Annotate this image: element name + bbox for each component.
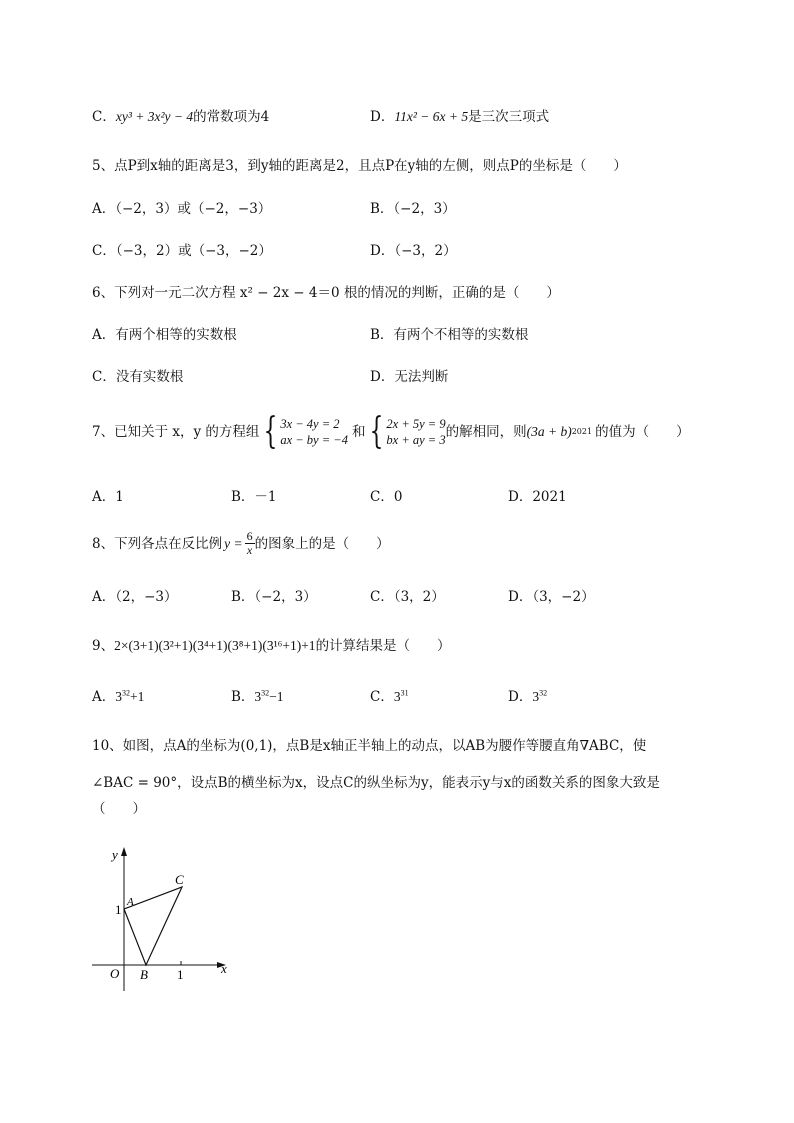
q7-stem-post1: 的解相同，则 bbox=[445, 424, 527, 440]
q4-option-d-text: 是三次三项式 bbox=[468, 109, 550, 125]
q9-option-c bbox=[370, 688, 409, 706]
q9-expression: 2×(3+1)(3²+1)(3⁴+1)(3⁸+1)(3¹⁶+1)+1 bbox=[114, 638, 316, 653]
q9-option-b bbox=[231, 688, 284, 706]
q8-fraction-denominator: x bbox=[246, 543, 253, 557]
q8-option-b: B．（−2，3） bbox=[231, 589, 317, 605]
q9-option-d bbox=[508, 688, 547, 706]
q7-system-1-eq2: ax − by = −4 bbox=[280, 433, 348, 447]
q10-stem-line-2: ∠BAC = 90°，设点B的横坐标为x，设点C的纵坐标为y，能表示y与x的函数关系的图象大致是 bbox=[92, 775, 660, 791]
q9-option-b-exp: 32 bbox=[261, 688, 270, 698]
q4-option-c-expr: xy³ + 3x²y − 4 bbox=[115, 109, 194, 124]
q7-system-2-eq2: bx + ay = 3 bbox=[386, 433, 446, 447]
q4-option-d-expr: 11x² − 6x + 5 bbox=[394, 109, 469, 124]
q8-stem-pre: 8、下列各点在反比例 bbox=[92, 535, 223, 552]
q5-option-c: C．（−3，2）或（−3，−2） bbox=[92, 243, 272, 259]
q9-option-d-label: D． bbox=[508, 689, 533, 705]
q6-option-d: D．无法判断 bbox=[370, 369, 449, 385]
q7-stem-pre: 7、已知关于 x，y 的方程组 bbox=[92, 424, 260, 440]
q10-figure bbox=[88, 843, 248, 993]
q7-system-1-eq1: 3x − 4y = 2 bbox=[280, 417, 340, 431]
q8-stem-post: 的图象上的是（ ） bbox=[254, 535, 390, 552]
q5-stem: 5、点P到x轴的距离是3，到y轴的距离是2，且点P在y轴的左侧，则点P的坐标是（ ） bbox=[92, 158, 627, 174]
label-o: O bbox=[110, 966, 120, 981]
q7-option-b: B．－1 bbox=[231, 489, 277, 505]
q8-fraction-numerator: 6 bbox=[246, 529, 253, 543]
q9-stem-post: 的计算结果是（ ） bbox=[315, 638, 451, 654]
q8-option-c: C．（3，2） bbox=[370, 589, 445, 605]
q7-stem-post2: 的值为（ ） bbox=[595, 424, 690, 440]
q7-expression: (3a + b) bbox=[526, 424, 572, 439]
q5-option-a: A．（−2，3）或（−2，−3） bbox=[92, 201, 272, 217]
q7-system-2-eq1: 2x + 5y = 9 bbox=[386, 417, 446, 431]
q8-stem bbox=[92, 530, 390, 557]
q8-option-d: D．（3，−2） bbox=[508, 589, 595, 605]
q4-option-c-text: 的常数项为4 bbox=[193, 109, 270, 125]
q7-system-1: { 3x − 4y = 2 ax − by = −4 bbox=[264, 411, 348, 452]
q5-option-d: D．（−3，2） bbox=[370, 243, 457, 259]
q6-option-b: B．有两个不相等的实数根 bbox=[370, 327, 529, 343]
q9-option-a bbox=[92, 688, 144, 706]
q7-stem: 7、已知关于 x，y 的方程组 { 3x − 4y = 2 ax − by = −4 和 { 2x + 5y = 9 bx + ay = 3 的解相同，则 (3a + b) 2021 的值为（ ） bbox=[92, 411, 690, 452]
q6-option-c: C．没有实数根 bbox=[92, 369, 184, 385]
q6-option-a: A．有两个相等的实数根 bbox=[92, 327, 237, 343]
q7-option-a: A．1 bbox=[92, 489, 124, 505]
q9-option-d-exp: 32 bbox=[539, 688, 548, 698]
q7-system-2: { 2x + 5y = 9 bx + ay = 3 bbox=[370, 411, 446, 452]
q9-option-c-base: 3 bbox=[393, 689, 401, 704]
q9-option-d-base: 3 bbox=[532, 689, 540, 704]
q7-option-d: D．2021 bbox=[508, 489, 567, 505]
q9-option-b-tail: −1 bbox=[269, 689, 284, 704]
q9-option-a-exp: 32 bbox=[122, 688, 130, 698]
q9-option-a-base: 3 bbox=[115, 689, 122, 704]
q6-stem: 6、下列对一元二次方程 x² − 2x − 4＝0 根的情况的判断，正确的是（ ） bbox=[92, 285, 560, 301]
q9-option-a-label: A． bbox=[92, 689, 116, 705]
q5-option-b: B．（−2，3） bbox=[370, 201, 456, 217]
q9-option-b-label: B． bbox=[231, 689, 255, 705]
tick-label-x-1: 1 bbox=[177, 967, 184, 982]
q9-option-c-exp: 31 bbox=[400, 688, 409, 698]
q4-option-c-label: C． bbox=[92, 109, 116, 125]
q7-stem-mid: 和 bbox=[351, 424, 366, 440]
q9-stem-pre: 9、 bbox=[92, 638, 115, 654]
q10-stem-line-3: （ ） bbox=[92, 801, 146, 817]
label-a: A bbox=[127, 896, 134, 908]
q10-stem-line-1: 10、如图，点A的坐标为(0,1)，点B是x轴正半轴上的动点，以AB为腰作等腰直角∇ABC，使 bbox=[92, 738, 647, 754]
label-c: C bbox=[175, 872, 184, 887]
q8-fraction bbox=[245, 530, 255, 557]
q9-option-c-label: C． bbox=[370, 689, 394, 705]
tick-label-y-1: 1 bbox=[115, 902, 122, 917]
q4-option-d-label: D． bbox=[370, 109, 395, 125]
q7-option-c: C．0 bbox=[370, 489, 403, 505]
q8-lhs: y = bbox=[224, 535, 243, 551]
label-b: B bbox=[140, 967, 148, 982]
q9-stem bbox=[92, 637, 451, 655]
label-x: x bbox=[221, 961, 227, 976]
q4-option-d bbox=[370, 108, 549, 126]
q8-option-a: A．（2，−3） bbox=[92, 589, 178, 605]
q4-option-c bbox=[92, 108, 269, 126]
y-axis-arrow bbox=[121, 847, 127, 856]
q9-option-a-tail: +1 bbox=[130, 689, 145, 704]
q9-option-b-base: 3 bbox=[254, 689, 262, 704]
label-y: y bbox=[112, 847, 118, 862]
